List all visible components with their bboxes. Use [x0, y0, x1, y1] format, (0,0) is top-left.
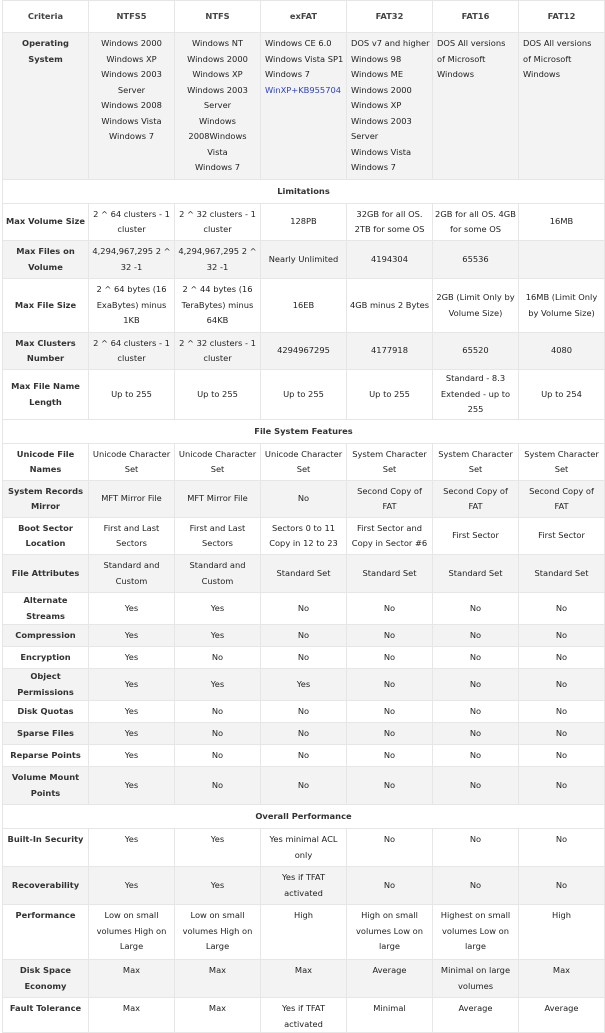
cell-fat16: System Character Set — [433, 444, 519, 481]
cell-fat12: Up to 254 — [519, 370, 605, 420]
row-performance — [3, 905, 605, 960]
os-item: Windows Vista — [351, 146, 412, 157]
performance-body — [3, 829, 605, 1033]
cell-fat12: First Sector — [519, 518, 605, 555]
cell-ntfs: 2 ^ 32 clusters - 1 cluster — [175, 333, 261, 370]
row-disk-space-economy — [3, 960, 605, 998]
cell-exfat: 128PB — [261, 204, 347, 241]
row-max-file-size — [3, 279, 605, 333]
cell-fat32: 4177918 — [347, 333, 433, 370]
cell-fat12: 16MB — [519, 204, 605, 241]
os-item: Windows 98 — [351, 53, 402, 64]
os-item: Windows 2008Windows Vista — [188, 115, 247, 157]
cell-exfat: No — [261, 701, 347, 723]
os-item: Windows XP — [106, 53, 157, 64]
row-recoverability — [3, 867, 605, 905]
cell-fat16: Minimal on large volumes — [433, 960, 519, 998]
cell-fat32: High on small volumes Low on large — [347, 905, 433, 960]
header-criteria: Criteria — [3, 1, 89, 33]
cell-ntfs: 4,294,967,295 2 ^ 32 -1 — [175, 241, 261, 279]
cell-fat12: High — [519, 905, 605, 960]
cell-exfat: No — [261, 767, 347, 805]
row-label: Operating System — [3, 33, 89, 180]
cell-fat12: Second Copy of FAT — [519, 481, 605, 518]
row-object-permissions — [3, 669, 605, 701]
cell-exfat: Yes if TFAT activated — [261, 867, 347, 905]
limitations-body — [3, 204, 605, 420]
row-label: Boot Sector Location — [3, 518, 89, 555]
os-item: Windows 7 — [265, 69, 310, 79]
os-item: DOS All versions of Microsoft Windows — [523, 38, 592, 79]
row-built-in-security — [3, 829, 605, 867]
cell-fat32: No — [347, 767, 433, 805]
row-reparse-points — [3, 745, 605, 767]
cell-fat32: Up to 255 — [347, 370, 433, 420]
cell-ntfs: Yes — [175, 593, 261, 625]
cell-ntfs5: Up to 255 — [89, 370, 175, 420]
cell-exfat: Up to 255 — [261, 370, 347, 420]
cell-ntfs5: Yes — [89, 745, 175, 767]
cell-fat32: No — [347, 745, 433, 767]
cell-ntfs5: Yes — [89, 593, 175, 625]
cell-fat12: No — [519, 701, 605, 723]
os-cell-ntfs — [175, 33, 261, 180]
row-file-attributes — [3, 555, 605, 593]
os-item: Windows 2000 — [351, 84, 412, 95]
os-item: Windows 7 — [109, 131, 154, 141]
row-sparse-files — [3, 723, 605, 745]
row-label: Disk Space Economy — [3, 960, 89, 998]
os-item: Windows 2003 Server — [351, 115, 412, 141]
section-limitations — [3, 180, 605, 204]
os-cell-fat32 — [347, 33, 433, 180]
cell-fat32: Minimal — [347, 998, 433, 1033]
cell-ntfs: MFT Mirror File — [175, 481, 261, 518]
os-item: Windows 2003 Server — [187, 84, 248, 110]
row-label: System Records Mirror — [3, 481, 89, 518]
row-label: File Attributes — [3, 555, 89, 593]
row-max-files-on-volume — [3, 241, 605, 279]
cell-ntfs5: Yes — [89, 625, 175, 647]
cell-ntfs: 2 ^ 32 clusters - 1 cluster — [175, 204, 261, 241]
header-fat32: FAT32 — [347, 1, 433, 33]
cell-fat32: No — [347, 669, 433, 701]
cell-ntfs: Yes — [175, 867, 261, 905]
cell-ntfs5: 2 ^ 64 clusters - 1 cluster — [89, 333, 175, 370]
cell-ntfs5: Yes — [89, 829, 175, 867]
cell-ntfs: 2 ^ 44 bytes (16 TeraBytes) minus 64KB — [175, 279, 261, 333]
cell-fat16: Average — [433, 998, 519, 1033]
cell-ntfs: Unicode Character Set — [175, 444, 261, 481]
row-fault-tolerance — [3, 998, 605, 1033]
cell-fat16: No — [433, 767, 519, 805]
os-item: Windows 7 — [351, 162, 396, 172]
os-item: DOS v7 and higher — [351, 38, 430, 48]
header-ntfs: NTFS — [175, 1, 261, 33]
cell-fat16: 2GB for all OS. 4GB for some OS — [433, 204, 519, 241]
section-features — [3, 420, 605, 444]
cell-ntfs: No — [175, 767, 261, 805]
cell-ntfs5: Max — [89, 960, 175, 998]
cell-fat12: No — [519, 593, 605, 625]
os-cell-fat16 — [433, 33, 519, 180]
cell-fat32: 32GB for all OS. 2TB for some OS — [347, 204, 433, 241]
cell-ntfs5: Yes — [89, 723, 175, 745]
row-label: Alternate Streams — [3, 593, 89, 625]
os-cell-fat12 — [519, 33, 605, 180]
row-label: Volume Mount Points — [3, 767, 89, 805]
cell-fat12: No — [519, 723, 605, 745]
os-cell-ntfs5 — [89, 33, 175, 180]
cell-fat12 — [519, 241, 605, 279]
cell-fat12: No — [519, 669, 605, 701]
cell-fat16: Standard - 8.3 Extended - up to 255 — [433, 370, 519, 420]
header-row — [3, 1, 605, 33]
row-operating-system — [3, 33, 605, 180]
cell-ntfs: Up to 255 — [175, 370, 261, 420]
header-fat16: FAT16 — [433, 1, 519, 33]
cell-fat12: No — [519, 625, 605, 647]
cell-fat16: No — [433, 593, 519, 625]
cell-exfat: No — [261, 745, 347, 767]
row-label: Unicode File Names — [3, 444, 89, 481]
cell-exfat: Yes — [261, 669, 347, 701]
row-label: Max File Size — [3, 279, 89, 333]
os-item: Windows 7 — [195, 162, 240, 172]
row-label: Compression — [3, 625, 89, 647]
cell-fat32: Standard Set — [347, 555, 433, 593]
cell-fat32: No — [347, 723, 433, 745]
cell-exfat: Max — [261, 960, 347, 998]
cell-exfat: Unicode Character Set — [261, 444, 347, 481]
row-label: Max Volume Size — [3, 204, 89, 241]
os-item: Windows 2000 — [187, 53, 248, 64]
os-item: Windows CE 6.0 — [265, 38, 332, 48]
cell-ntfs: Yes — [175, 669, 261, 701]
cell-ntfs: Max — [175, 998, 261, 1033]
cell-exfat: Nearly Unlimited — [261, 241, 347, 279]
row-label: Max Files on Volume — [3, 241, 89, 279]
cell-ntfs: No — [175, 745, 261, 767]
cell-exfat: Sectors 0 to 11 Copy in 12 to 23 — [261, 518, 347, 555]
cell-fat16: Standard Set — [433, 555, 519, 593]
cell-fat16: No — [433, 701, 519, 723]
cell-fat12: Max — [519, 960, 605, 998]
cell-fat12: No — [519, 745, 605, 767]
cell-fat12: 4080 — [519, 333, 605, 370]
cell-ntfs: Yes — [175, 829, 261, 867]
row-label: Max File Name Length — [3, 370, 89, 420]
os-item: Windows XP — [351, 100, 402, 110]
cell-fat16: No — [433, 745, 519, 767]
cell-exfat: No — [261, 723, 347, 745]
cell-fat32: No — [347, 625, 433, 647]
cell-fat12: Average — [519, 998, 605, 1033]
section-title: Limitations — [3, 180, 605, 204]
cell-ntfs: First and Last Sectors — [175, 518, 261, 555]
cell-ntfs5: MFT Mirror File — [89, 481, 175, 518]
cell-exfat: 16EB — [261, 279, 347, 333]
cell-fat32: No — [347, 867, 433, 905]
cell-ntfs: Low on small volumes High on Large — [175, 905, 261, 960]
cell-ntfs5: Max — [89, 998, 175, 1033]
cell-fat32: Second Copy of FAT — [347, 481, 433, 518]
os-item: Windows Vista SP1 — [265, 53, 344, 64]
cell-ntfs5: Unicode Character Set — [89, 444, 175, 481]
cell-exfat: No — [261, 593, 347, 625]
row-label: Built-In Security — [3, 829, 89, 867]
cell-ntfs5: Yes — [89, 701, 175, 723]
os-item: Windows 2000 — [101, 38, 162, 48]
cell-exfat: Yes minimal ACL only — [261, 829, 347, 867]
cell-fat12: 16MB (Limit Only by Volume Size) — [519, 279, 605, 333]
row-alternate-streams — [3, 593, 605, 625]
cell-ntfs5: First and Last Sectors — [89, 518, 175, 555]
cell-ntfs5: 2 ^ 64 clusters - 1 cluster — [89, 204, 175, 241]
cell-fat32: System Character Set — [347, 444, 433, 481]
cell-fat16: No — [433, 829, 519, 867]
cell-fat16: First Sector — [433, 518, 519, 555]
cell-ntfs: No — [175, 723, 261, 745]
row-label: Performance — [3, 905, 89, 960]
cell-fat12: No — [519, 647, 605, 669]
cell-fat32: Average — [347, 960, 433, 998]
cell-ntfs5: Yes — [89, 867, 175, 905]
cell-fat16: Highest on small volumes Low on large — [433, 905, 519, 960]
row-max-volume-size — [3, 204, 605, 241]
cell-fat32: No — [347, 647, 433, 669]
cell-ntfs5: Yes — [89, 647, 175, 669]
section-title: File System Features — [3, 420, 605, 444]
cell-fat32: No — [347, 829, 433, 867]
row-label: Disk Quotas — [3, 701, 89, 723]
cell-ntfs5: 4,294,967,295 2 ^ 32 -1 — [89, 241, 175, 279]
row-unicode-file-names — [3, 444, 605, 481]
os-item: Windows NT — [192, 38, 243, 48]
cell-ntfs5: 2 ^ 64 bytes (16 ExaBytes) minus 1KB — [89, 279, 175, 333]
row-label: Reparse Points — [3, 745, 89, 767]
cell-ntfs5: Standard and Custom — [89, 555, 175, 593]
row-label: Fault Tolerance — [3, 998, 89, 1033]
row-label: Encryption — [3, 647, 89, 669]
cell-exfat: High — [261, 905, 347, 960]
cell-fat16: No — [433, 647, 519, 669]
os-cell-exfat — [261, 33, 347, 180]
cell-fat16: No — [433, 625, 519, 647]
row-volume-mount-points — [3, 767, 605, 805]
cell-fat12: Standard Set — [519, 555, 605, 593]
cell-fat16: 2GB (Limit Only by Volume Size) — [433, 279, 519, 333]
os-item: Windows XP — [192, 69, 243, 79]
cell-fat32: No — [347, 701, 433, 723]
section-performance — [3, 805, 605, 829]
cell-fat16: No — [433, 723, 519, 745]
cell-fat16: 65536 — [433, 241, 519, 279]
os-item: DOS All versions of Microsoft Windows — [437, 38, 506, 79]
header-ntfs5: NTFS5 — [89, 1, 175, 33]
cell-fat16: No — [433, 867, 519, 905]
cell-fat16: No — [433, 669, 519, 701]
row-max-clusters-number — [3, 333, 605, 370]
cell-ntfs: No — [175, 701, 261, 723]
row-boot-sector-location — [3, 518, 605, 555]
cell-fat16: 65520 — [433, 333, 519, 370]
row-compression — [3, 625, 605, 647]
fs-comparison-table — [2, 0, 605, 1033]
cell-ntfs: Standard and Custom — [175, 555, 261, 593]
cell-fat12: No — [519, 767, 605, 805]
os-item: Windows Vista — [101, 115, 162, 126]
row-label: Sparse Files — [3, 723, 89, 745]
row-max-file-name-length — [3, 370, 605, 420]
os-item: Windows 2008 — [101, 100, 162, 110]
cell-fat32: 4GB minus 2 Bytes — [347, 279, 433, 333]
cell-ntfs: No — [175, 647, 261, 669]
kb955704-link[interactable]: WinXP+KB955704 — [265, 84, 342, 95]
section-title: Overall Performance — [3, 805, 605, 829]
cell-exfat: 4294967295 — [261, 333, 347, 370]
cell-exfat: No — [261, 481, 347, 518]
cell-fat32: No — [347, 593, 433, 625]
cell-fat32: First Sector and Copy in Sector #6 — [347, 518, 433, 555]
cell-fat12: System Character Set — [519, 444, 605, 481]
cell-ntfs5: Yes — [89, 767, 175, 805]
header-fat12: FAT12 — [519, 1, 605, 33]
cell-fat16: Second Copy of FAT — [433, 481, 519, 518]
row-label: Object Permissions — [3, 669, 89, 701]
row-label: Recoverability — [3, 867, 89, 905]
cell-ntfs: Max — [175, 960, 261, 998]
cell-exfat: Standard Set — [261, 555, 347, 593]
features-body — [3, 444, 605, 805]
cell-fat12: No — [519, 867, 605, 905]
cell-exfat: Yes if TFAT activated — [261, 998, 347, 1033]
os-item: Windows ME — [351, 69, 404, 79]
os-item: Windows 2003 Server — [101, 69, 162, 95]
cell-exfat: No — [261, 647, 347, 669]
row-encryption — [3, 647, 605, 669]
row-disk-quotas — [3, 701, 605, 723]
cell-ntfs5: Yes — [89, 669, 175, 701]
row-label: Max Clusters Number — [3, 333, 89, 370]
cell-ntfs5: Low on small volumes High on Large — [89, 905, 175, 960]
cell-fat12: No — [519, 829, 605, 867]
header-exfat: exFAT — [261, 1, 347, 33]
cell-ntfs: Yes — [175, 625, 261, 647]
cell-fat32: 4194304 — [347, 241, 433, 279]
row-system-records-mirror — [3, 481, 605, 518]
cell-exfat: No — [261, 625, 347, 647]
